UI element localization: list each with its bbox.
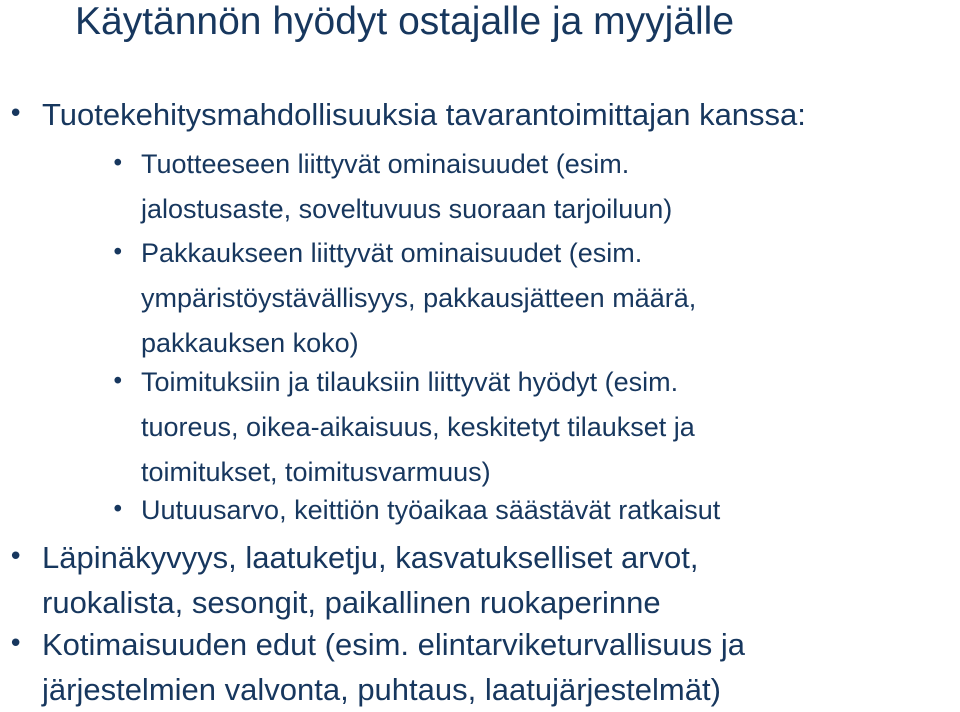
sub-bullet-item-delivery-benefits <box>111 360 695 495</box>
sub-bullet-item-novelty-value <box>111 488 721 533</box>
bullet-item-product-development <box>8 92 806 137</box>
slide-title: Käytännön hyödyt ostajalle ja myyjälle <box>75 0 735 43</box>
bullet-text: järjestelmien valvonta, puhtaus, laatujärjestelmät) <box>42 672 721 707</box>
bullet-dot-icon: • <box>111 240 125 266</box>
bullet-text: Kotimaisuuden edut (esim. elintarviketurvallisuus ja <box>42 627 745 662</box>
bullet-text: Läpinäkyvyys, laatuketju, kasvatukselliset arvot, <box>42 540 699 575</box>
bullet-item-domestic-benefits <box>8 622 745 712</box>
bullet-dot-icon: • <box>111 497 125 523</box>
bullet-text: pakkauksen koko) <box>141 328 359 358</box>
bullet-dot-icon: • <box>111 369 125 395</box>
bullet-text: jalostusaste, soveltuvuus suoraan tarjoiluun) <box>141 194 673 224</box>
sub-bullet-item-packaging-features <box>111 231 697 366</box>
bullet-item-transparency <box>8 535 699 625</box>
bullet-text: toimitukset, toimitusvarmuus) <box>141 457 491 487</box>
bullet-text: Tuotteeseen liittyvät ominaisuudet (esim. <box>141 149 630 179</box>
bullet-dot-icon: • <box>8 629 24 659</box>
bullet-dot-icon: • <box>111 151 125 177</box>
bullet-text: Pakkaukseen liittyvät ominaisuudet (esim. <box>141 238 643 268</box>
sub-bullet-item-product-features <box>111 142 673 232</box>
bullet-dot-icon: • <box>8 542 24 572</box>
bullet-text: Toimituksiin ja tilauksiin liittyvät hyödyt (esim. <box>141 367 679 397</box>
bullet-text: ympäristöystävällisyys, pakkausjätteen määrä, <box>141 283 697 313</box>
bullet-text: tuoreus, oikea-aikaisuus, keskitetyt tilaukset ja <box>141 412 695 442</box>
bullet-text: Tuotekehitysmahdollisuuksia tavarantoimittajan kanssa: <box>42 97 806 132</box>
bullet-dot-icon: • <box>8 99 24 129</box>
bullet-text: Uutuusarvo, keittiön työaikaa säästävät ratkaisut <box>141 495 721 525</box>
bullet-text: ruokalista, sesongit, paikallinen ruokaperinne <box>42 585 661 620</box>
